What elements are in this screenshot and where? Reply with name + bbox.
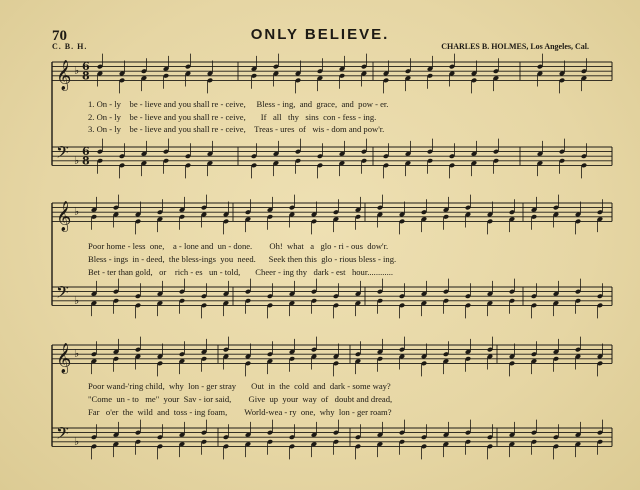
lyric-line: 3. On - ly be - lieve and you shall re - ceive, Treas - ures of wis - dom and pow'r. [88, 124, 385, 134]
lyric-line: Bet - ter than gold, or rich - es un - told, Cheer - ing thy dark - est hour............ [88, 267, 394, 277]
lyric-line: 2. On - ly be - lieve and you shall re - ceive, If all thy sins con - fess - ing. [88, 112, 377, 122]
flat-sign: ♭ [74, 293, 80, 307]
hymn-title: ONLY BELIEVE. [250, 26, 390, 43]
treble-clef: 𝄞 [56, 60, 72, 91]
time-signature-digit: 6 [82, 60, 90, 74]
bass-clef: 𝄢 [56, 142, 69, 167]
flat-sign: ♭ [74, 205, 80, 219]
time-signature-digit: 8 [82, 154, 90, 168]
author-initials: C. B. H. [52, 42, 88, 51]
lyric-line: 1. On - ly be - lieve and you shall re - ceive, Bless - ing, and grace, and pow - er. [88, 99, 389, 109]
time-signature-digit: 8 [82, 69, 90, 83]
lyric-line: Poor home - less one, a - lone and un - done. Oh! what a glo - ri - ous dow'r. [88, 241, 389, 251]
lyric-line: Poor wand-'ring child, why lon - ger stray Out in the cold and dark - some way? [88, 381, 391, 391]
time-signature-digit: 6 [82, 145, 90, 159]
treble-clef: 𝄞 [56, 201, 72, 232]
page-number: 70 [52, 28, 67, 44]
flat-sign: ♭ [74, 434, 80, 448]
bass-clef: 𝄢 [56, 282, 69, 307]
flat-sign: ♭ [74, 347, 80, 361]
lyric-line: Far o'er the wild and toss - ing foam, World-wea - ry one, why lon - ger roam? [88, 407, 392, 417]
bass-clef: 𝄢 [56, 423, 69, 448]
flat-sign: ♭ [74, 64, 80, 78]
flat-sign: ♭ [74, 153, 80, 167]
lyric-line: Bless - ings in - deed, the bless-ings you need. Seek then this glo - rious bless - ing. [88, 254, 397, 264]
lyric-line: "Come un - to me" your Sav - ior said, Give up your way of doubt and dread, [88, 394, 393, 404]
composer-credit: CHARLES B. HOLMES, Los Angeles, Cal. [441, 42, 589, 51]
treble-clef: 𝄞 [56, 343, 72, 374]
